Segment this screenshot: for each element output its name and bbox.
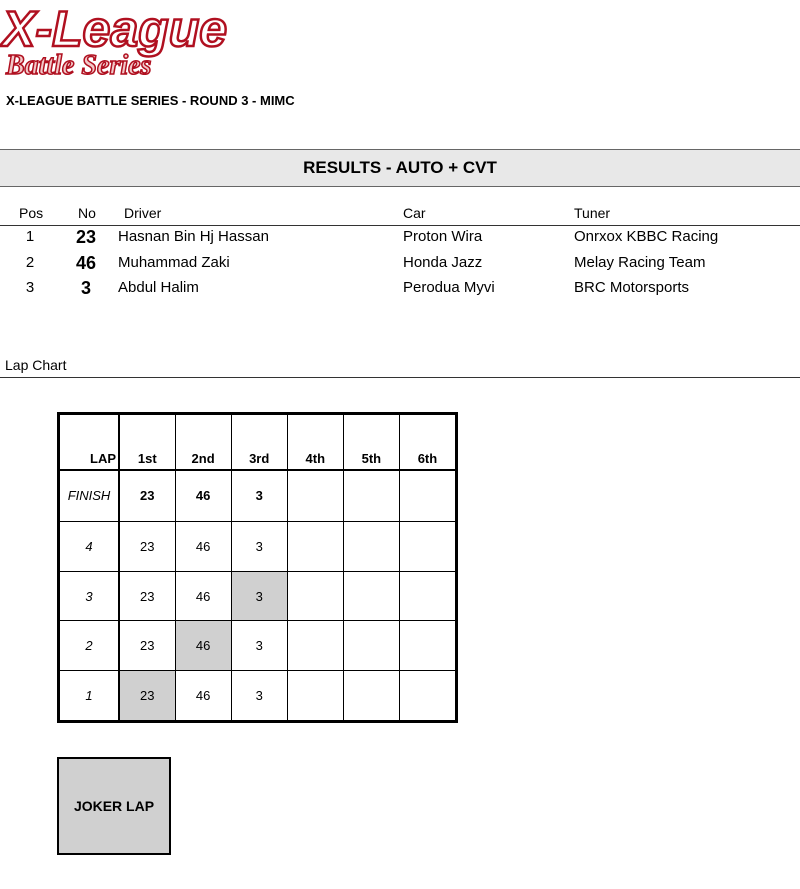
lap-grid-cell-joker: 46: [175, 621, 231, 671]
result-row: [0, 224, 800, 250]
lap-grid-lap-label: 1: [60, 671, 120, 721]
lap-grid-header-row: [60, 415, 456, 471]
lap-grid-cell: [287, 470, 343, 521]
lap-grid-cell: 23: [119, 571, 175, 621]
header-pos: Pos: [19, 205, 44, 221]
result-tuner: BRC Motorsports: [574, 279, 690, 296]
result-no: 23: [75, 227, 97, 247]
result-car: Perodua Myvi: [403, 279, 495, 296]
lap-grid-cell: [399, 470, 455, 521]
lap-grid-cell: [343, 470, 399, 521]
lap-grid-lap-label: FINISH: [60, 470, 120, 521]
result-row: [0, 275, 800, 301]
joker-lap-legend: [57, 757, 171, 855]
header-driver: Driver: [124, 205, 162, 221]
result-row: [0, 250, 800, 276]
lap-grid-col-header: 5th: [343, 415, 399, 471]
result-no: 3: [80, 278, 91, 298]
lap-grid-row: [60, 671, 456, 721]
result-driver: Abdul Halim: [118, 279, 199, 296]
lap-grid-cell: [343, 521, 399, 571]
lap-grid-cell: 3: [231, 521, 287, 571]
lap-grid-cell: [343, 571, 399, 621]
results-banner: [0, 149, 800, 187]
lap-grid-corner: LAP: [60, 415, 120, 471]
header-no: No: [78, 205, 96, 221]
result-tuner: Onrxox KBBC Racing: [574, 228, 719, 245]
header-tuner: Tuner: [574, 205, 611, 221]
lap-grid-cell: 46: [175, 521, 231, 571]
lap-grid-col-header: 1st: [119, 415, 175, 471]
lap-grid-cell: [399, 621, 455, 671]
header-car: Car: [403, 205, 426, 221]
lap-grid-cell: [399, 571, 455, 621]
lap-chart-divider: [0, 377, 800, 378]
lap-grid-cell: 3: [231, 671, 287, 721]
lap-grid-row: [60, 621, 456, 671]
lap-grid-cell: [287, 621, 343, 671]
lap-grid-cell: [343, 621, 399, 671]
result-car: Honda Jazz: [403, 254, 483, 271]
result-pos: 3: [25, 279, 35, 296]
logo-text-main: X-League: [2, 1, 228, 57]
lap-grid-cell: 3: [231, 621, 287, 671]
results-title: RESULTS - AUTO + CVT: [303, 158, 497, 177]
result-driver: Muhammad Zaki: [118, 254, 230, 271]
result-no: 46: [75, 253, 97, 273]
logo-text-sub: Battle Series: [6, 50, 152, 78]
lap-grid-col-header: 2nd: [175, 415, 231, 471]
lap-grid-cell: [287, 521, 343, 571]
lap-grid-row: [60, 470, 456, 521]
lap-grid-cell: 23: [119, 621, 175, 671]
lap-grid-cell-joker: 23: [119, 671, 175, 721]
lap-grid-cell: 23: [119, 470, 175, 521]
result-pos: 2: [25, 254, 35, 271]
lap-grid-cell: 46: [175, 470, 231, 521]
lap-grid-col-header: 6th: [399, 415, 455, 471]
x-league-logo: [0, 0, 255, 78]
lap-grid-cell: 46: [175, 571, 231, 621]
lap-grid-cell-joker: 3: [231, 571, 287, 621]
lap-grid-cell: [343, 671, 399, 721]
lap-chart-grid: [57, 412, 458, 723]
lap-grid-lap-label: 4: [60, 521, 120, 571]
event-title: X-LEAGUE BATTLE SERIES - ROUND 3 - MIMC: [6, 93, 295, 108]
joker-lap-label: JOKER LAP: [73, 798, 155, 814]
lap-grid-col-header: 4th: [287, 415, 343, 471]
lap-grid-row: [60, 571, 456, 621]
lap-grid-row: [60, 521, 456, 571]
lap-grid-col-header: 3rd: [231, 415, 287, 471]
result-tuner: Melay Racing Team: [574, 254, 706, 271]
lap-grid-lap-label: 3: [60, 571, 120, 621]
result-car: Proton Wira: [403, 228, 483, 245]
result-driver: Hasnan Bin Hj Hassan: [118, 228, 269, 245]
lap-grid-cell: [287, 671, 343, 721]
lap-grid-cell: [399, 521, 455, 571]
result-pos: 1: [25, 228, 35, 245]
lap-chart-label: Lap Chart: [5, 357, 67, 373]
lap-grid-cell: [287, 571, 343, 621]
lap-grid-cell: [399, 671, 455, 721]
lap-grid-cell: 3: [231, 470, 287, 521]
lap-grid-lap-label: 2: [60, 621, 120, 671]
lap-grid-cell: 46: [175, 671, 231, 721]
lap-grid-cell: 23: [119, 521, 175, 571]
